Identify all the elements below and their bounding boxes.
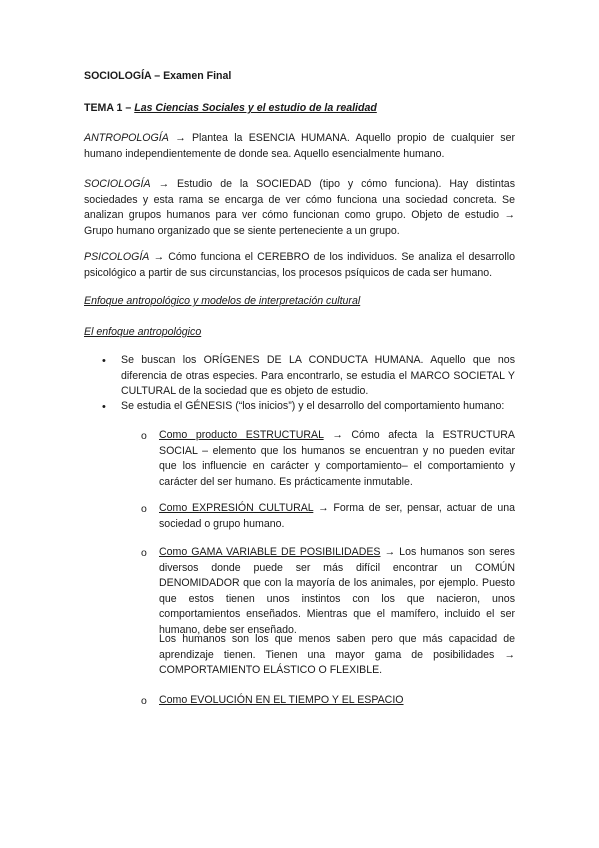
paragraph-text: → Estudio de la SOCIEDAD (tipo y cómo funciona). Hay distintas sociedades y esta rama se encarga de ver cómo funciona una sociedad concreta. Se analizan grupos humanos para ver cómo funcionan como grupo. Objeto de estudio → Grupo humano organizado que se siente perteneciente a un grupo. xyxy=(84,178,515,237)
sub-bullet-icon: o xyxy=(141,430,147,442)
paragraph-sociologia xyxy=(84,177,515,239)
topic-heading xyxy=(84,101,515,117)
paragraph-term: ANTROPOLOGÍA xyxy=(84,132,169,144)
sub-item-lead: Como GAMA VARIABLE DE POSIBILIDADES xyxy=(159,546,381,558)
sub-list-item xyxy=(159,545,515,638)
sub-item-lead: Como producto ESTRUCTURAL xyxy=(159,429,324,441)
bullet-icon: • xyxy=(102,355,106,367)
bullet-icon: • xyxy=(102,401,106,413)
paragraph-text: → Plantea la ESENCIA HUMANA. Aquello propio de cualquier ser humano independientemente de donde sea. Aquello esencialmente humano. xyxy=(84,132,515,160)
sub-item-lead: Como EXPRESIÓN CULTURAL xyxy=(159,502,314,514)
sub-bullet-icon: o xyxy=(141,547,147,559)
subsection-heading: El enfoque antropológico xyxy=(84,326,202,338)
sub-list-item xyxy=(159,501,515,532)
topic-subtitle: Las Ciencias Sociales y el estudio de la realidad xyxy=(134,102,377,114)
paragraph-term: SOCIOLOGÍA xyxy=(84,178,151,190)
sub-item-lead: Como EVOLUCIÓN EN EL TIEMPO Y EL ESPACIO xyxy=(159,694,404,706)
document-title: SOCIOLOGÍA – Examen Final xyxy=(84,70,232,82)
sub-list-item xyxy=(159,428,515,490)
paragraph-text: → Cómo funciona el CEREBRO de los individuos. Se analiza el desarrollo psicológico a partir de sus circunstancias, los procesos psíquicos de cada ser humano. xyxy=(84,251,515,279)
sub-item-text: → Cómo afecta la ESTRUCTURA SOCIAL – elemento que los humanos se encuentran y no pueden evitar que los influencie en carácter y comportamiento– el comportamiento y carácter del ser humano. Es prácticamente inmutable. xyxy=(159,429,515,488)
sub-bullet-icon: o xyxy=(141,503,147,515)
sub-item-continuation: Los humanos son los que menos saben pero que más capacidad de aprendizaje tienen. Tienen una mayor gama de posibilidades → COMPORTAMIENTO ELÁSTICO O FLEXIBLE. xyxy=(159,633,515,676)
section-heading: Enfoque antropológico y modelos de interpretación cultural xyxy=(84,295,361,307)
paragraph-antropologia xyxy=(84,131,515,162)
list-item: Se estudia el GÉNESIS (“los inicios”) y el desarrollo del comportamiento humano: xyxy=(121,400,505,412)
sub-item-text: → Los humanos son seres diversos donde puede ser más difícil encontrar un COMÚN DENOMIDADOR que con la mayoría de los animales, por ejemplo. Puesto que estos tienen unos instintos con los que nacieron, unos comportamientos enseñados. Mientras que el mamífero, incluido el ser humano, debe ser enseñado. xyxy=(159,546,515,636)
sub-item-text: → Forma de ser, pensar, actuar de una sociedad o grupo humano. xyxy=(159,502,515,530)
paragraph-psicologia xyxy=(84,250,515,281)
topic-number: TEMA 1 – xyxy=(84,102,135,114)
sub-list-item xyxy=(159,693,515,709)
sub-bullet-icon: o xyxy=(141,695,147,707)
paragraph-term: PSICOLOGÍA xyxy=(84,251,150,263)
list-item: Se buscan los ORÍGENES DE LA CONDUCTA HUMANA. Aquello que nos diferencia de otras especies. Para encontrarlo, se estudia el MARCO SOCIETAL Y CULTURAL de la sociedad que es objeto de estudio. xyxy=(121,354,515,397)
